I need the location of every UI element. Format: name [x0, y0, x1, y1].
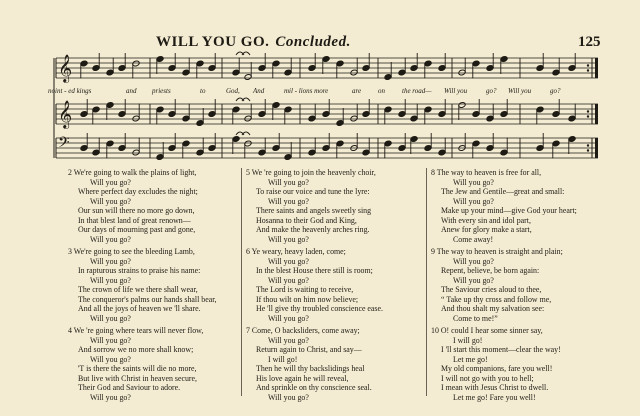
lyric-syllable: and [126, 87, 137, 95]
lyric-syllable: go? [486, 87, 497, 95]
verse-line: In that blest land of great renown— [78, 215, 191, 225]
verse-line: Will you go? [268, 196, 309, 206]
repeat-dot [587, 64, 589, 66]
verse-line: The Jew and Gentile—great and small: [441, 187, 565, 196]
verse-line: Hosanna to their God and King, [256, 215, 357, 225]
final-bar-line [595, 138, 598, 158]
verse-line: Will you go? [268, 313, 309, 323]
verse-line: I 'll start this moment—clear the way! [441, 345, 561, 354]
verse-line: And make the heavenly arches ring. [256, 225, 370, 234]
page-number: 125 [578, 34, 601, 50]
repeat-dot [587, 110, 589, 112]
verse-line: 7 Come, O backsliders, come away; [246, 326, 360, 335]
verse-line: Will you go? [90, 354, 131, 364]
repeat-dot [587, 149, 589, 151]
final-bar-line [595, 58, 598, 78]
lyric-syllable: to [200, 87, 206, 95]
verse-line: But live with Christ in heaven secure, [78, 373, 197, 383]
verse-line: With every sin and idol part, [441, 215, 531, 225]
verse-line: In the blest House there still is room; [256, 266, 373, 275]
verse-line: If thou wilt on him now believe; [256, 294, 359, 304]
verse-line: My old companions, fare you well! [441, 364, 553, 373]
repeat-dot [587, 115, 589, 117]
verse-line: 'T is there the saints will die no more, [78, 364, 197, 373]
lyric-syllable: Will you [444, 87, 468, 95]
verse-line: 2 We're going to walk the plains of light, [68, 168, 197, 177]
verse-line: Will you go? [268, 335, 309, 345]
verse-line: He 'll give thy troubled conscience ease. [256, 304, 383, 313]
lyric-syllable: Will you [508, 87, 532, 95]
verse-line: Our sun will there no more go down, [78, 206, 195, 215]
verse-line: Let me go! [453, 354, 488, 364]
verse-line: I will not go with you to hell; [441, 373, 534, 383]
lyric-syllable: go? [550, 87, 561, 95]
lyric-syllable: And [253, 87, 265, 95]
verse-line: 4 We 're going where tears will never flow, [68, 326, 204, 335]
verse-line: I mean with Jesus Christ to dwell. [441, 383, 549, 392]
hymn-title: WILL YOU GO. Concluded. [156, 34, 351, 50]
lyric-syllable: God, [226, 87, 240, 95]
verse-line: Make up your mind—give God your heart; [441, 206, 577, 215]
verse-column-2 [246, 168, 426, 402]
treble-clef-icon: 𝄞 [58, 54, 73, 82]
verse-line: 5 We 're going to join the heavenly choir, [246, 168, 376, 177]
verse-line: I will go! [268, 354, 298, 364]
verse-line: And thou shalt my salvation see: [441, 304, 545, 313]
verse-line: 9 The way to heaven is straight and plain; [431, 247, 563, 256]
verse-line: Will you go? [90, 313, 131, 323]
verse-line: The Saviour cries aloud to thee, [441, 285, 542, 294]
verse-line: The Lord is waiting to receive, [256, 285, 354, 294]
verse-line: Will you go? [90, 256, 131, 266]
verse-line: And all the joys of heaven we 'll share. [78, 304, 201, 313]
verse-line: To raise our voice and tune the lyre: [256, 187, 370, 196]
verse-line: The conqueror's palms our hands shall bear, [78, 294, 217, 304]
verse-line: Our days of mourning past and gone, [78, 225, 196, 234]
verse-line: Will you go? [268, 177, 309, 187]
verse-line: Will you go? [453, 177, 494, 187]
verse-line: Will you go? [90, 196, 131, 206]
verse-line: Return again to Christ, and say— [256, 345, 362, 354]
verse-line: Will you go? [268, 392, 309, 402]
verse-line: 10 O! could I hear some sinner say, [431, 326, 543, 335]
lyric-syllable: noint - ed kings [48, 87, 92, 95]
column-divider [426, 168, 427, 396]
verse-line: And sprinkle on thy conscience seal. [256, 383, 372, 392]
verse-line: In rapturous strains to praise his name: [78, 266, 201, 275]
sheet-music [0, 0, 640, 170]
verse-line: Will you go? [90, 335, 131, 345]
verse-line: The crown of life we there shall wear, [78, 285, 198, 294]
verse-line: 6 Ye weary, heavy laden, come; [246, 247, 346, 256]
verse-line: Come to me!” [453, 313, 498, 323]
verse-line: Will you go? [268, 234, 309, 244]
lyric-syllable: are [352, 87, 362, 95]
verse-line: Will you go? [268, 275, 309, 285]
verse-line: Will you go? [453, 196, 494, 206]
verse-line: His love again he will reveal, [256, 373, 349, 383]
verse-line: Their God and Saviour to adore. [78, 383, 181, 392]
lyric-syllable: on [378, 87, 385, 95]
verse-column-1 [68, 168, 238, 402]
verse-line: Will you go? [90, 234, 131, 244]
repeat-dot [587, 144, 589, 146]
verse-line: Anew for glory make a start, [441, 225, 532, 234]
verse-line: Will you go? [453, 275, 494, 285]
final-bar-line [595, 104, 598, 124]
verse-line: Will you go? [268, 256, 309, 266]
treble-clef-icon: 𝄞 [58, 100, 73, 128]
verse-line: 8 The way to heaven is free for all, [431, 168, 542, 177]
verse-line: Will you go? [90, 392, 131, 402]
verse-line: Repent, believe, be born again: [441, 266, 540, 275]
lyric-syllable: priests [152, 87, 171, 95]
verse-line: Where perfect day excludes the night; [78, 187, 198, 196]
verse-line: There saints and angels sweetly sing [256, 206, 372, 215]
lyric-syllable: the road— [402, 87, 432, 95]
hymn-subtitle: Concluded. [275, 34, 351, 50]
verse-line: And sorrow we no more shall know; [78, 345, 194, 354]
lyric-syllable: mil - lions more [284, 87, 329, 95]
verse-line: Then he will thy backslidings heal [256, 364, 365, 373]
bass-clef-icon: 𝄢 [58, 134, 70, 155]
repeat-dot [587, 69, 589, 71]
column-divider [241, 168, 242, 396]
verse-line: Will you go? [90, 177, 131, 187]
lyrics-line [48, 87, 608, 101]
verse-column-3 [431, 168, 611, 402]
verse-line: “ Take up thy cross and follow me, [441, 294, 552, 304]
verse-line: Will you go? [90, 275, 131, 285]
verse-line: I will go! [453, 335, 483, 345]
verse-line: 3 We're going to see the bleeding Lamb, [68, 247, 195, 256]
verse-line: Let me go! Fare you well! [453, 392, 536, 402]
verse-line: Come away! [453, 234, 494, 244]
verse-line: Will you go? [453, 256, 494, 266]
